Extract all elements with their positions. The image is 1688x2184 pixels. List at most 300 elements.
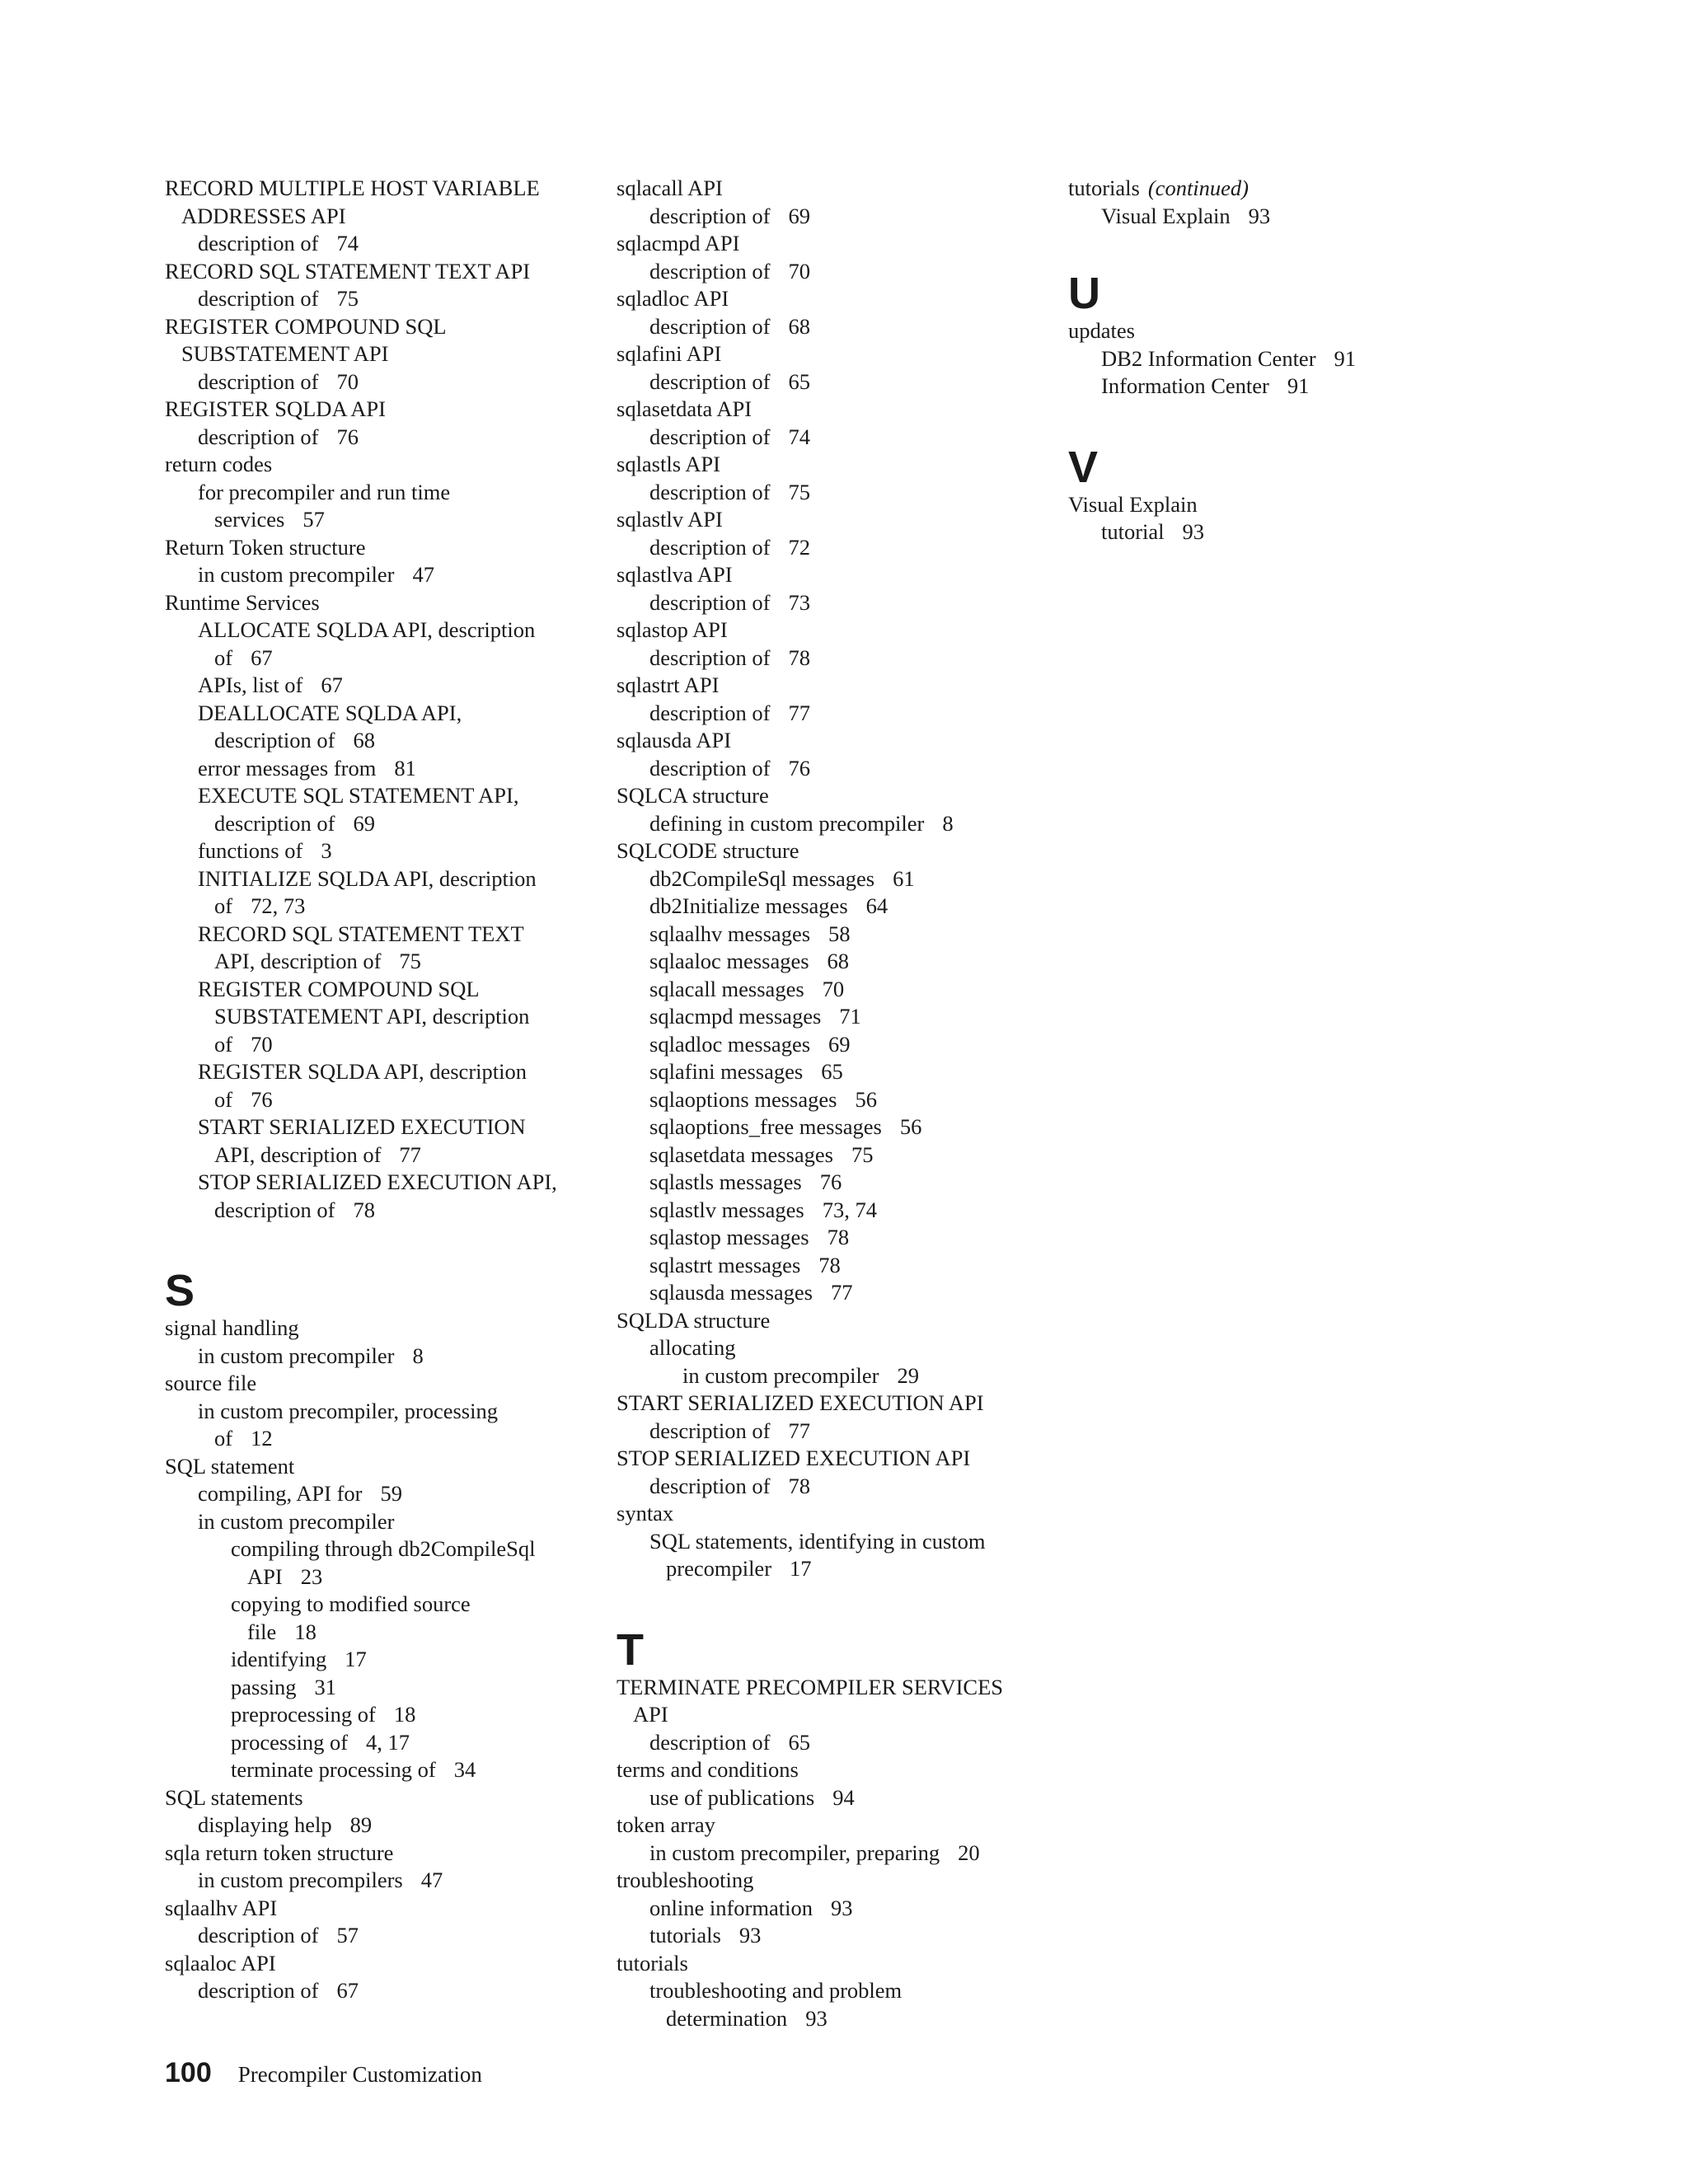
page-reference[interactable]: 91 — [1334, 345, 1357, 371]
index-entry — [165, 1058, 593, 1086]
entry-text: description of — [649, 203, 771, 228]
index-entry — [617, 1729, 1045, 1757]
index-entry — [617, 755, 1045, 783]
entry-text: tutorials — [617, 1950, 688, 1975]
entry-text: sqlaalhv API — [165, 1895, 278, 1920]
index-entry — [165, 1977, 593, 2005]
index-entry — [617, 396, 1045, 424]
entry-text: sqlafini messages — [649, 1059, 804, 1084]
index-entry — [1068, 518, 1497, 546]
index-entry — [165, 1113, 593, 1141]
index-entry — [617, 672, 1045, 700]
index-entry — [165, 1315, 593, 1343]
index-entry — [165, 893, 593, 921]
index-entry — [617, 1555, 1045, 1583]
index-entry — [165, 1535, 593, 1563]
entry-text: description of — [649, 644, 771, 670]
entry-text: description of — [649, 258, 771, 284]
section-letter-s: S — [165, 1266, 195, 1315]
page-reference[interactable]: 31 — [314, 1674, 336, 1699]
index-entry — [617, 1895, 1045, 1923]
index-entry — [165, 1811, 593, 1840]
index-entry — [617, 1784, 1045, 1812]
page-reference[interactable]: 67 — [251, 644, 273, 670]
index-entry — [165, 1922, 593, 1950]
page-reference[interactable]: 94 — [832, 1784, 855, 1810]
entry-text: sqlastlva API — [617, 562, 733, 587]
page-reference[interactable]: 18 — [393, 1702, 416, 1727]
index-entry — [165, 1756, 593, 1784]
index-entry — [1068, 491, 1497, 519]
page-reference[interactable]: 72 — [788, 534, 810, 560]
index-entry — [165, 837, 593, 865]
entry-text: services — [214, 507, 285, 532]
entry-text: description of — [198, 368, 319, 394]
entry-text: description of — [198, 1978, 319, 2003]
index-entry — [165, 644, 593, 673]
index-entry — [1068, 373, 1497, 401]
index-entry — [617, 203, 1045, 231]
entry-text: description of — [198, 424, 319, 449]
page-reference[interactable]: 76 — [336, 424, 359, 449]
entry-text: sqladloc messages — [649, 1031, 811, 1057]
entry-text: STOP SERIALIZED EXECUTION API — [617, 1446, 971, 1470]
entry-text: sqlafini API — [617, 341, 722, 366]
index-entry — [617, 589, 1045, 617]
page-reference[interactable]: 17 — [345, 1647, 367, 1671]
page-reference[interactable]: 68 — [788, 313, 810, 339]
page-reference[interactable]: 76 — [819, 1169, 842, 1194]
index-entry — [617, 1701, 1045, 1729]
page-reference[interactable]: 76 — [788, 755, 810, 780]
entry-text: sqlaaloc API — [165, 1950, 276, 1975]
index-entry — [165, 258, 593, 286]
entry-text: SQLCODE structure — [617, 838, 799, 863]
index-entry — [165, 506, 593, 534]
index-entry — [617, 948, 1045, 976]
index-entry — [165, 1086, 593, 1114]
page-reference[interactable]: 17 — [790, 1556, 812, 1581]
entry-text: compiling, API for — [198, 1481, 363, 1506]
index-entry — [165, 203, 593, 231]
entry-text: sqlastop messages — [649, 1225, 809, 1249]
index-entry — [165, 1031, 593, 1059]
page-reference[interactable]: 77 — [399, 1141, 421, 1167]
index-entry — [165, 1619, 593, 1647]
page-reference[interactable]: 81 — [394, 755, 416, 780]
index-entry — [1068, 175, 1497, 203]
entry-text: API — [247, 1563, 283, 1589]
entry-text: in custom precompiler — [682, 1362, 879, 1388]
index-entry — [617, 2005, 1045, 2033]
entry-text: determination — [666, 2005, 788, 2031]
entry-text: Visual Explain — [1068, 491, 1198, 517]
entry-text: tutorials — [1068, 176, 1140, 200]
page-reference[interactable]: 78 — [788, 1473, 810, 1498]
index-entry — [617, 782, 1045, 810]
entry-text: sqlaalhv messages — [649, 921, 811, 946]
index-entry — [165, 451, 593, 479]
entry-text: description of — [214, 810, 335, 836]
index-entry — [165, 1003, 593, 1031]
index-entry — [617, 1950, 1045, 1978]
index-column-3 — [1068, 175, 1497, 546]
entry-text: in custom precompiler, processing — [198, 1398, 498, 1423]
index-entry — [165, 1895, 593, 1923]
entry-text: DB2 Information Center — [1101, 345, 1316, 371]
index-entry — [165, 616, 593, 644]
index-entry — [165, 1141, 593, 1169]
page-reference[interactable]: 74 — [336, 231, 359, 255]
entry-text: in custom precompiler — [198, 1343, 395, 1368]
entry-text: Return Token structure — [165, 534, 366, 560]
entry-text: description of — [198, 286, 319, 311]
entry-text: description of — [649, 313, 771, 339]
index-entry — [165, 479, 593, 507]
page-reference[interactable]: 73 — [788, 589, 810, 615]
index-entry — [617, 810, 1045, 838]
entry-text: terminate processing of — [231, 1757, 436, 1782]
index-entry — [617, 1086, 1045, 1114]
index-entry — [617, 921, 1045, 949]
entry-text: sqlacall API — [617, 176, 723, 200]
page-reference[interactable]: 64 — [865, 893, 889, 918]
entry-text: TERMINATE PRECOMPILER SERVICES — [617, 1674, 1004, 1699]
entry-text: compiling through db2CompileSql — [231, 1536, 536, 1561]
entry-text: precompiler — [666, 1556, 772, 1581]
page-reference[interactable]: 65 — [788, 1729, 810, 1755]
continued-label: (continued) — [1147, 176, 1250, 200]
entry-text: SUBSTATEMENT API — [181, 341, 389, 366]
index-entry — [617, 1279, 1045, 1307]
entry-text: online information — [649, 1895, 813, 1920]
index-entry — [165, 1563, 593, 1591]
page-reference[interactable]: 76 — [251, 1086, 273, 1112]
page-reference[interactable]: 56 — [899, 1114, 922, 1139]
index-entry — [165, 1169, 593, 1197]
index-entry — [1068, 203, 1497, 231]
page-reference[interactable]: 91 — [1287, 373, 1310, 398]
index-column-1 — [165, 175, 593, 2005]
entry-text: sqlacmpd messages — [649, 1004, 822, 1029]
entry-text: Information Center — [1101, 373, 1269, 398]
page-reference[interactable]: 73, 74 — [822, 1197, 877, 1222]
page-reference[interactable]: 61 — [893, 865, 915, 891]
entry-text: API, description of — [214, 949, 382, 973]
entry-text: token array — [617, 1812, 715, 1837]
entry-text: description of — [649, 368, 771, 394]
index-entry — [617, 1840, 1045, 1868]
index-entry — [617, 1867, 1045, 1895]
page-reference[interactable]: 57 — [336, 1923, 359, 1947]
page-reference[interactable]: 93 — [830, 1895, 853, 1920]
index-entry — [1068, 345, 1497, 373]
index-entry — [617, 561, 1045, 589]
page-reference[interactable]: 93 — [738, 1923, 762, 1947]
index-entry — [165, 921, 593, 949]
index-entry — [165, 313, 593, 341]
page-reference[interactable]: 3 — [321, 838, 332, 863]
index-entry — [617, 1141, 1045, 1169]
page-reference[interactable]: 47 — [412, 562, 434, 587]
entry-text: troubleshooting — [617, 1868, 754, 1892]
entry-text: description of — [649, 1729, 771, 1755]
index-entry — [617, 285, 1045, 313]
entry-text: description of — [649, 755, 771, 780]
index-entry — [617, 1811, 1045, 1840]
page-reference[interactable]: 74 — [788, 424, 810, 449]
page-reference[interactable]: 77 — [788, 1418, 810, 1443]
entry-text: description of — [649, 1473, 771, 1498]
index-entry — [165, 285, 593, 313]
entry-text: sqlacmpd API — [617, 231, 740, 255]
page-reference[interactable]: 89 — [349, 1812, 373, 1837]
page-reference[interactable]: 69 — [788, 203, 810, 228]
entry-text: sqlaoptions messages — [649, 1086, 837, 1112]
index-entry — [165, 782, 593, 810]
index-entry — [617, 1922, 1045, 1950]
index-entry — [165, 1840, 593, 1868]
page-reference[interactable]: 8 — [942, 810, 954, 836]
index-entry — [165, 589, 593, 617]
page-reference[interactable]: 58 — [828, 921, 851, 946]
entry-text: START SERIALIZED EXECUTION — [198, 1114, 526, 1139]
entry-text: allocating — [649, 1335, 736, 1360]
index-entry — [165, 1398, 593, 1426]
entry-text: signal handling — [165, 1315, 299, 1340]
page-reference[interactable]: 78 — [827, 1225, 850, 1249]
section-letter-u: U — [1068, 269, 1100, 318]
index-entry — [617, 893, 1045, 921]
entry-text: of — [214, 644, 233, 670]
entry-text: db2CompileSql messages — [649, 865, 875, 891]
index-entry — [165, 1701, 593, 1729]
entry-text: ADDRESSES API — [181, 203, 346, 228]
page-number: 100 — [165, 2057, 212, 2088]
index-entry — [165, 865, 593, 893]
index-entry — [165, 1343, 593, 1371]
index-entry — [617, 976, 1045, 1004]
page-reference[interactable]: 59 — [380, 1481, 402, 1506]
index-entry — [617, 1197, 1045, 1225]
entry-text: copying to modified source — [231, 1591, 471, 1616]
page-reference[interactable]: 93 — [1248, 203, 1271, 228]
page-reference[interactable]: 69 — [828, 1031, 851, 1057]
index-entry — [617, 1473, 1045, 1501]
entry-text: API — [633, 1702, 668, 1727]
index-entry — [165, 1453, 593, 1481]
index-entry — [617, 230, 1045, 258]
page-reference[interactable]: 77 — [830, 1280, 853, 1305]
entry-text: ALLOCATE SQLDA API, description — [198, 617, 536, 642]
section-letter-t: T — [617, 1624, 644, 1675]
entry-text: sqlastrt messages — [649, 1252, 801, 1277]
index-entry — [617, 1445, 1045, 1473]
index-entry — [165, 1480, 593, 1508]
index-entry — [617, 1334, 1045, 1362]
entry-text: return codes — [165, 452, 273, 476]
index-entry — [617, 700, 1045, 728]
page-reference[interactable]: 70 — [251, 1031, 273, 1057]
index-entry — [165, 700, 593, 728]
page-reference[interactable]: 75 — [336, 286, 359, 311]
entry-text: of — [214, 893, 233, 918]
index-entry — [1068, 317, 1497, 345]
entry-text: APIs, list of — [198, 673, 303, 697]
entry-text: sqlaaloc messages — [649, 949, 809, 973]
page-reference[interactable]: 56 — [855, 1086, 877, 1112]
page-reference[interactable]: 69 — [353, 810, 375, 836]
entry-text: REGISTER COMPOUND SQL — [198, 976, 480, 1001]
index-entry — [165, 561, 593, 589]
index-entry — [617, 1224, 1045, 1252]
entry-text: syntax — [617, 1501, 674, 1526]
entry-text: of — [214, 1031, 233, 1057]
page-reference[interactable]: 70 — [822, 976, 845, 1001]
entry-text: description of — [198, 1923, 319, 1947]
page-reference[interactable]: 65 — [821, 1059, 843, 1084]
page-reference[interactable]: 75 — [399, 949, 421, 973]
page-reference[interactable]: 77 — [788, 700, 810, 725]
entry-text: DEALLOCATE SQLDA API, — [198, 700, 462, 725]
entry-text: sqlastlv API — [617, 507, 723, 532]
page-reference[interactable]: 57 — [302, 507, 325, 532]
index-entry — [617, 616, 1045, 644]
entry-text: tutorial — [1101, 519, 1165, 544]
index-entry — [165, 1370, 593, 1398]
entry-text: sqlastls API — [617, 452, 720, 476]
entry-text: identifying — [231, 1647, 327, 1671]
index-entry — [165, 230, 593, 258]
page-reference[interactable]: 75 — [788, 479, 810, 504]
index-entry — [617, 424, 1045, 452]
page-reference[interactable]: 18 — [294, 1619, 316, 1644]
page-reference[interactable]: 68 — [353, 728, 375, 752]
index-entry — [165, 672, 593, 700]
page-reference[interactable]: 20 — [958, 1840, 980, 1865]
index-entry — [165, 1197, 593, 1225]
entry-text: for precompiler and run time — [198, 479, 451, 504]
page-reference[interactable]: 68 — [827, 949, 850, 973]
index-entry — [617, 313, 1045, 341]
index-entry — [165, 1508, 593, 1536]
entry-text: START SERIALIZED EXECUTION API — [617, 1390, 984, 1415]
index-entry — [617, 1756, 1045, 1784]
entry-text: sqlastls messages — [649, 1169, 802, 1194]
index-entry — [165, 976, 593, 1004]
index-entry — [165, 1674, 593, 1702]
index-entry — [617, 1252, 1045, 1280]
entry-text: of — [214, 1086, 233, 1112]
page-reference[interactable]: 34 — [453, 1757, 476, 1782]
page-reference[interactable]: 71 — [839, 1004, 861, 1029]
index-entry — [617, 644, 1045, 673]
index-entry — [617, 340, 1045, 368]
page-reference[interactable]: 78 — [353, 1197, 375, 1222]
entry-text: SQLDA structure — [617, 1307, 771, 1333]
index-entry — [617, 368, 1045, 396]
index-entry — [617, 837, 1045, 865]
entry-text: RECORD SQL STATEMENT TEXT — [198, 921, 524, 946]
entry-text: tutorials — [649, 1923, 721, 1947]
section-letter-v: V — [1068, 442, 1099, 492]
entry-text: troubleshooting and problem — [649, 1978, 903, 2003]
entry-text: EXECUTE SQL STATEMENT API, — [198, 783, 519, 808]
index-entry — [617, 1528, 1045, 1556]
entry-text: sqlastop API — [617, 617, 728, 642]
index-entry — [165, 1729, 593, 1757]
index-entry — [617, 451, 1045, 479]
page-reference[interactable]: 65 — [788, 368, 810, 394]
book-title: Precompiler Customization — [237, 2062, 482, 2087]
index-entry — [617, 1390, 1045, 1418]
page-reference[interactable]: 70 — [336, 368, 359, 394]
index-entry — [165, 175, 593, 203]
page-reference[interactable]: 47 — [420, 1868, 443, 1892]
page-reference[interactable]: 70 — [788, 258, 810, 284]
page-reference[interactable]: 93 — [805, 2005, 828, 2031]
page-reference[interactable]: 29 — [897, 1362, 919, 1388]
index-entry — [165, 1425, 593, 1453]
index-entry — [165, 1867, 593, 1895]
entry-text: processing of — [231, 1729, 349, 1755]
entry-text: RECORD MULTIPLE HOST VARIABLE — [165, 176, 540, 200]
entry-text: passing — [231, 1674, 297, 1699]
page-reference[interactable]: 78 — [788, 644, 810, 670]
entry-text: sqladloc API — [617, 286, 729, 311]
page-reference[interactable]: 67 — [321, 673, 343, 697]
entry-text: sqlausda API — [617, 728, 732, 752]
page-reference[interactable]: 93 — [1182, 519, 1205, 544]
entry-text: sqlasetdata messages — [649, 1141, 833, 1167]
index-entry — [617, 1113, 1045, 1141]
entry-text: sqlastrt API — [617, 673, 720, 697]
entry-text: description of — [649, 1418, 771, 1443]
page-reference[interactable]: 75 — [851, 1141, 874, 1167]
index-entry — [165, 727, 593, 755]
entry-text: preprocessing of — [231, 1702, 376, 1727]
entry-text: Visual Explain — [1101, 203, 1231, 228]
index-entry — [617, 1003, 1045, 1031]
entry-text: description of — [214, 728, 335, 752]
index-entry — [165, 1784, 593, 1812]
index-entry — [165, 948, 593, 976]
entry-text: REGISTER SQLDA API, description — [198, 1059, 527, 1084]
page-reference[interactable]: 78 — [818, 1252, 841, 1277]
page-reference[interactable]: 8 — [412, 1343, 424, 1368]
entry-text: sqlaoptions_free messages — [649, 1114, 882, 1139]
page-reference[interactable]: 67 — [336, 1978, 359, 2003]
index-entry — [617, 1418, 1045, 1446]
page-footer — [165, 2057, 482, 2089]
entry-text: db2Initialize messages — [649, 893, 848, 918]
page-reference[interactable]: 12 — [251, 1426, 273, 1451]
entry-text: description of — [649, 479, 771, 504]
index-entry — [617, 1169, 1045, 1197]
index-entry — [617, 1977, 1045, 2005]
index-entry — [617, 479, 1045, 507]
page-reference[interactable]: 4, 17 — [366, 1729, 410, 1755]
entry-text: sqlastlv messages — [649, 1197, 804, 1222]
entry-text: sqlacall messages — [649, 976, 804, 1001]
page-reference[interactable]: 72, 73 — [251, 893, 306, 918]
entry-text: SQL statements — [165, 1784, 303, 1810]
entry-text: SQL statement — [165, 1453, 295, 1479]
index-entry — [165, 1591, 593, 1619]
page-reference[interactable]: 23 — [300, 1563, 323, 1589]
entry-text: API, description of — [214, 1141, 382, 1167]
entry-text: INITIALIZE SQLDA API, description — [198, 865, 537, 891]
